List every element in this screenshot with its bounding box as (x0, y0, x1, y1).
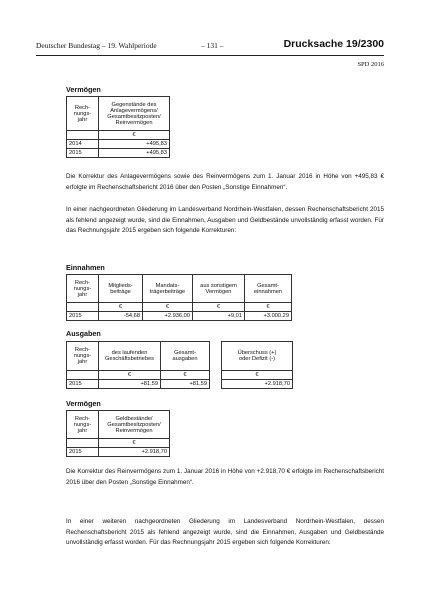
table-vermoegen-1 (66, 96, 170, 158)
col-header-gesamteinnahmen: Gesamt- einnahmen (245, 275, 292, 303)
col-header-gesamtausgaben: Gesamt- ausgaben (161, 342, 210, 371)
party-label: SPD 2016 (357, 61, 384, 68)
table-row (67, 140, 170, 149)
paragraph-1: Die Korrektur des Anlagevermögens sowie des Reinvermögens zum 1. Januar 2016 in Höhe von +495,83 € erfolgte im Rechenschaftsbericht 2016 über den Posten „Sonstige Einnahmen“. (66, 173, 384, 191)
cell-value: +495,83 (99, 149, 170, 158)
paragraph-2: In einer nachgeordneten Gliederung im Landesverband Nordrhein-Westfalen, dessen Rechenschaftsbericht 2015 als fehlend angezeigt wurde, sind die Einnahmen, Ausgaben und Geldbestände unvollständig erfasst worden. Für das Rechnungsjahr 2015 ergeben sich folgende Korrekturen: (66, 206, 384, 235)
cell-gesamteinnahmen: +3.000,29 (245, 312, 292, 321)
col-header-year: Rech- nungs- jahr (67, 411, 99, 439)
page-header (36, 40, 384, 54)
unit-empty (67, 131, 99, 140)
cell-year: 2015 (67, 380, 99, 389)
cell-ueberschuss: +2.918,70 (222, 380, 293, 389)
paragraph-3: Die Korrektur des Reinvermögens zum 1. Januar 2016 in Höhe von +2.918,70 € erfolgte im Rechenschaftsbericht 2016 über den Posten „Sonstige Einnahmen“. (66, 468, 384, 486)
unit-cell: € (99, 371, 161, 380)
section-title-vermoegen: Vermögen (66, 399, 101, 408)
cell-mitgliedsbeitraege: -54,68 (99, 312, 143, 321)
col-header-year: Rech- nungs- jahr (67, 342, 99, 371)
cell-value: +2.918,70 (99, 448, 170, 457)
cell-value: +495,83 (99, 140, 170, 149)
col-header-value: Geldbestände/ Gesamtbesitzposten/ Reinvermögen (99, 411, 170, 439)
cell-year: 2014 (67, 140, 99, 149)
header-page-number: – 131 – (201, 41, 224, 50)
table-row (67, 380, 210, 389)
cell-year: 2015 (67, 149, 99, 158)
header-parliament: Deutscher Bundestag – 19. Wahlperiode (36, 41, 157, 50)
unit-cell: € (143, 303, 193, 312)
section-title-einnahmen: Einnahmen (66, 263, 105, 272)
cell-year: 2015 (67, 312, 99, 321)
table-ausgaben (66, 341, 210, 389)
cell-year: 2015 (67, 448, 99, 457)
cell-gesamtausgaben: +81,59 (161, 380, 210, 389)
table-row (67, 448, 170, 457)
unit-cell: € (245, 303, 292, 312)
table-row (67, 312, 292, 321)
col-header-year: Rech- nungs- jahr (67, 97, 99, 131)
section-title-ausgaben: Ausgaben (66, 329, 101, 338)
unit-cell: € (99, 439, 170, 448)
unit-cell: € (161, 371, 210, 380)
col-header-ueberschuss: Überschuss (+) oder Defizit (-) (222, 342, 293, 371)
col-header-value: Gegenstände des Anlagevermögens/ Gesamtbesitzposten/ Reinvermögen (99, 97, 170, 131)
unit-empty (67, 439, 99, 448)
unit-cell: € (99, 303, 143, 312)
paragraph-4: In einer weiteren nachgeordneten Gliederung im Landesverband Nordrhein-Westfalen, dessen Rechenschaftsbericht 2015 als fehlend angezeigt wurde, sind die Einnahmen, Ausgaben und Geldbestände unvollständig erfasst worden. Für das Rechnungsjahr 2015 ergeben sich folgende Korrekturen: (66, 518, 384, 547)
unit-cell: € (193, 303, 245, 312)
table-ueberschuss (221, 341, 293, 389)
table-vermoegen-2 (66, 410, 170, 457)
table-row (222, 380, 293, 389)
header-divider (36, 55, 384, 56)
col-header-mandatstraegerbeitraege: Mandats- trägerbeiträge (143, 275, 193, 303)
cell-laufender-geschaeftsbetrieb: +81,59 (99, 380, 161, 389)
cell-sonstiges-vermoegen: +9,01 (193, 312, 245, 321)
col-header-mitgliedsbeitraege: Mitglieds- beiträge (99, 275, 143, 303)
table-einnahmen (66, 274, 292, 321)
unit-cell: € (99, 131, 170, 140)
header-document-number: Drucksache 19/2300 (283, 38, 384, 50)
unit-empty (67, 371, 99, 380)
col-header-sonstiges-vermoegen: aus sonstigem Vermögen (193, 275, 245, 303)
unit-empty (67, 303, 99, 312)
col-header-laufender-geschaeftsbetrieb: des laufenden Geschäftsbetriebes (99, 342, 161, 371)
table-row (67, 149, 170, 158)
col-header-year: Rech- nungs- jahr (67, 275, 99, 303)
section-title-vermoegen: Vermögen (66, 85, 101, 94)
cell-mandatstraegerbeitraege: +2.936,00 (143, 312, 193, 321)
unit-cell: € (222, 371, 293, 380)
